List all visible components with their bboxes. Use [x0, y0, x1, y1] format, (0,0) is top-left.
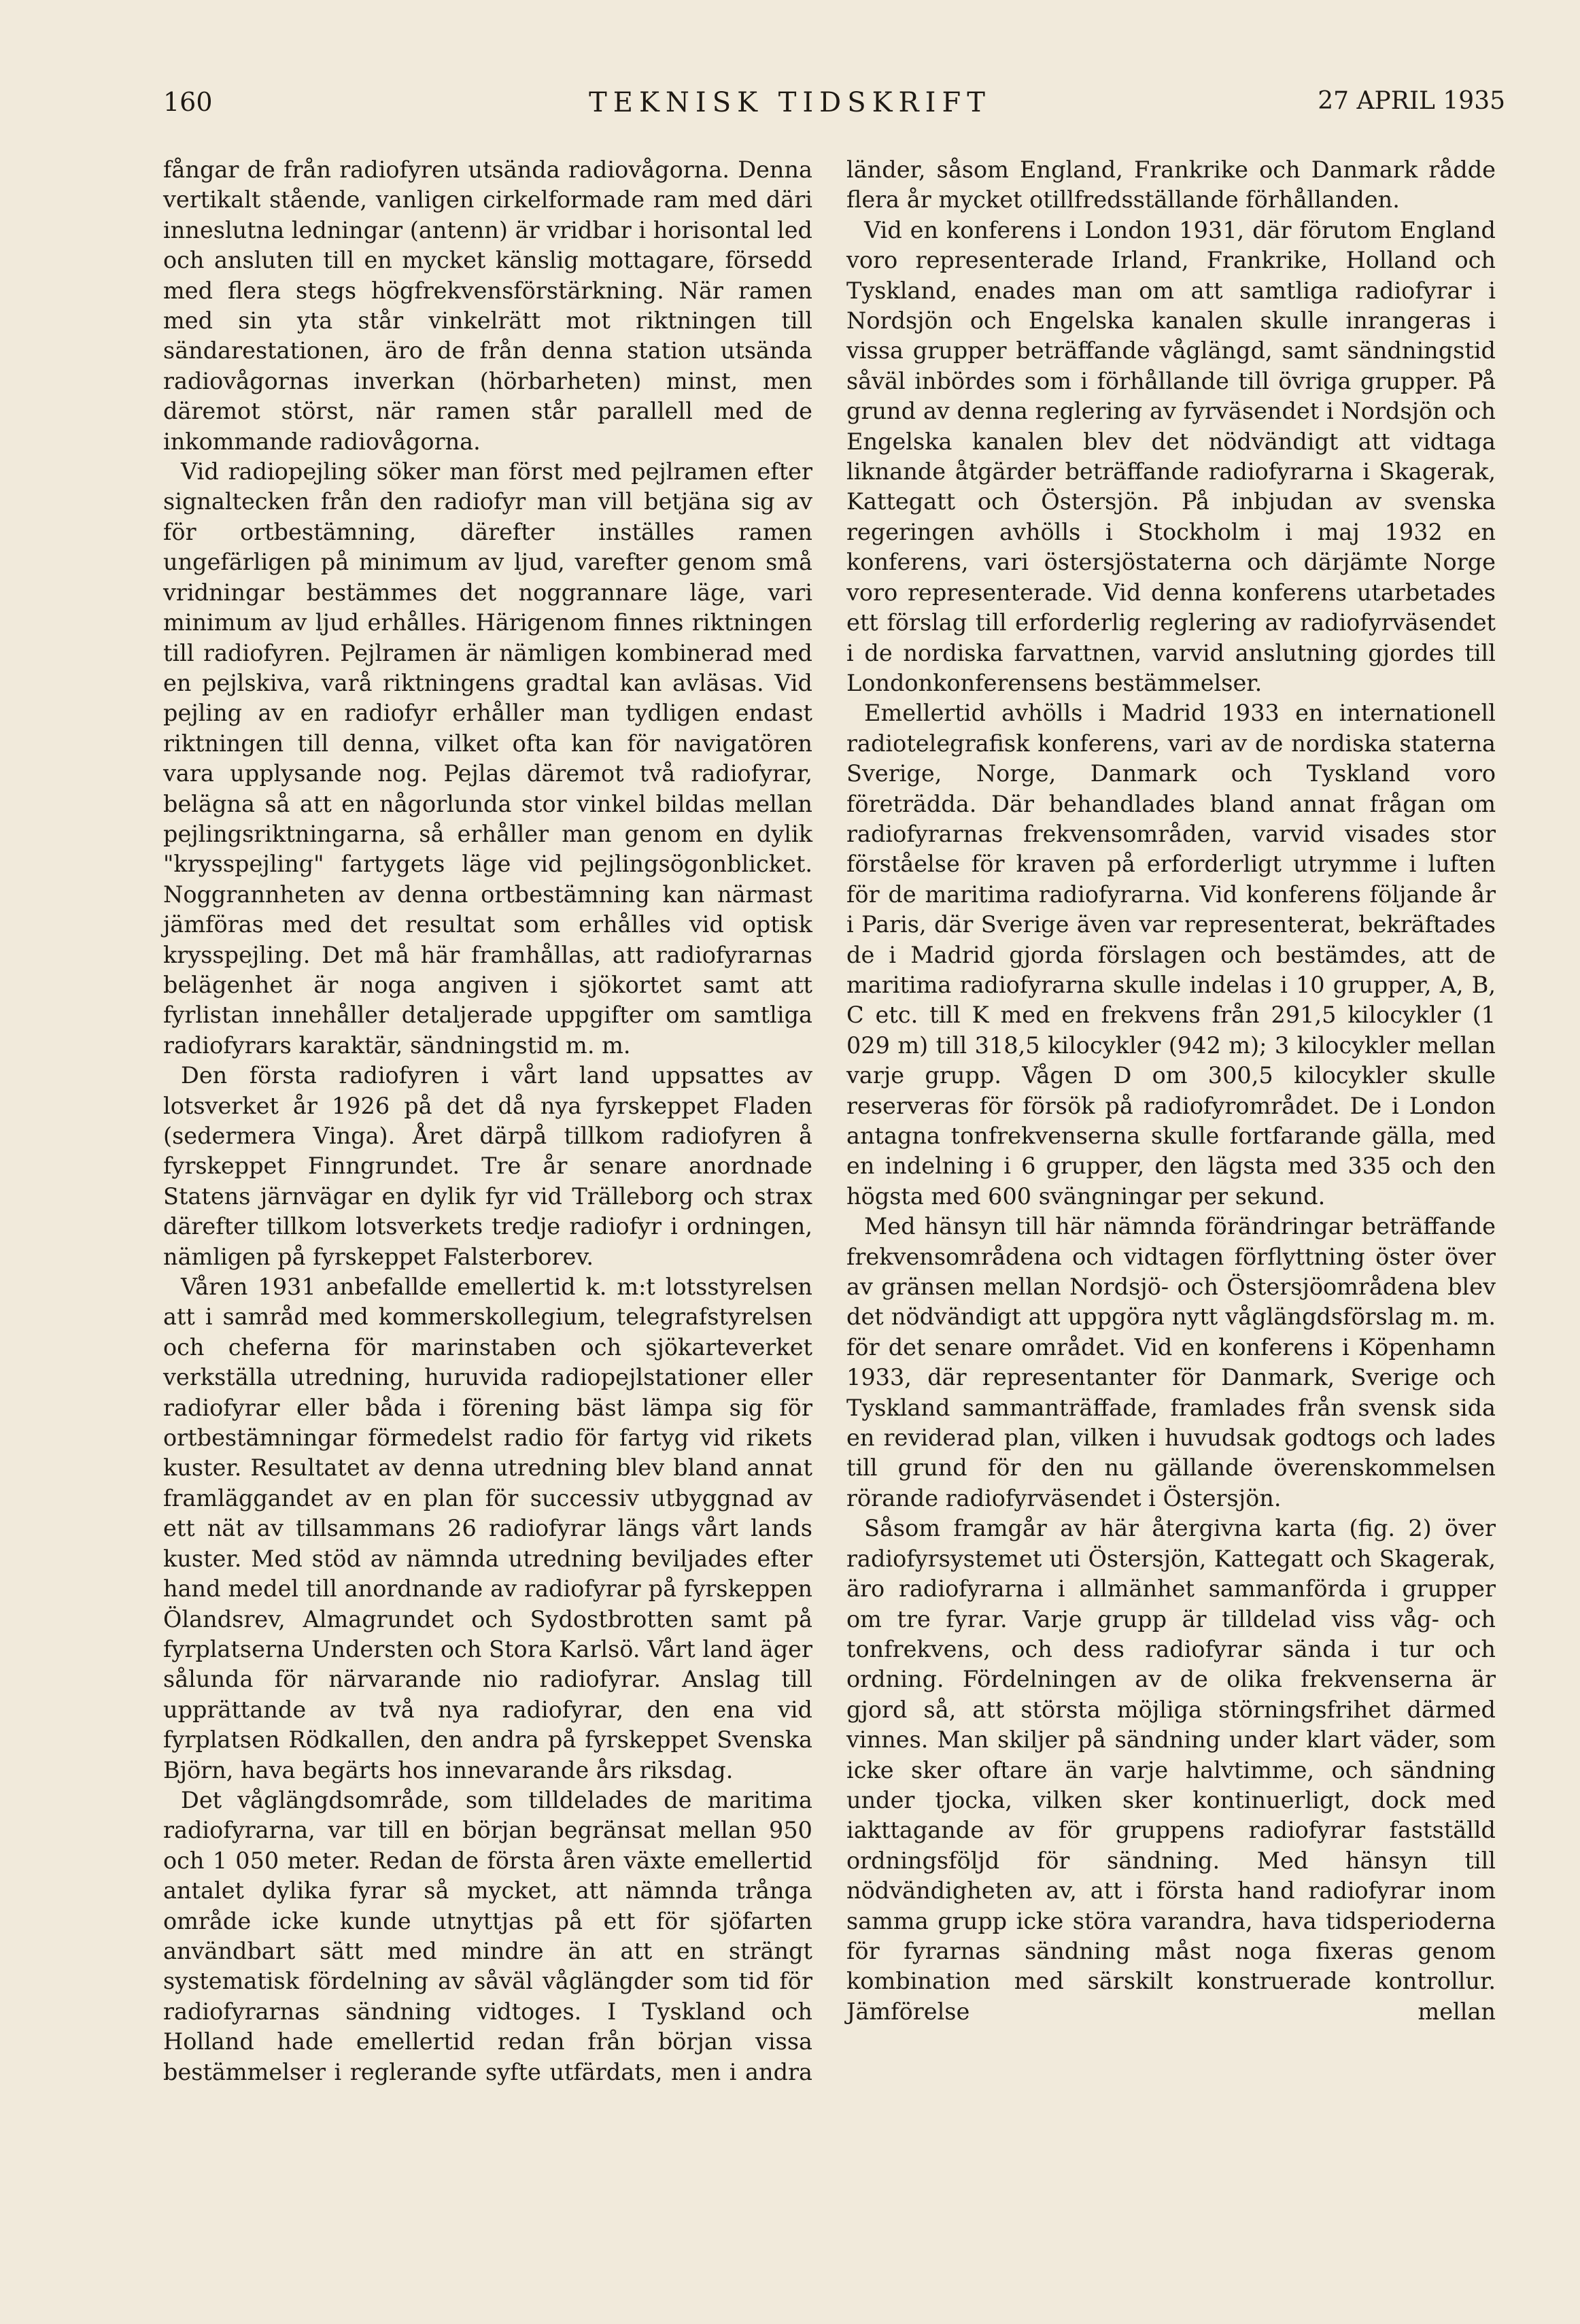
paragraph: Den första radiofyren i vårt land uppsattes av lotsverket år 1926 på det då nya fyrskeppet Fladen (sedermera Vinga). Året därpå tillkom radiofyren å fyrskeppet Finngrundet. Tre år senare anordnade Statens järnvägar en dylik fyr vid Trälleborg och strax därefter tillkom lotsverkets tredje radiofyr i ordningen, nämligen på fyrskeppet Falsterborev. — [163, 1062, 812, 1270]
paragraph: Det våglängdsområde, som tilldelades de maritima radiofyrarna, var till en början begränsat mellan 950 och 1 050 meter. Redan de första åren växte emellertid antalet dylika fyrar så mycket, att nämnda trånga område icke kunde utnyttjas på ett för sjöfarten användbart sätt med mindre än att en strängt systematisk fördelning av såväl våglängder som tid för radiofyrarnas sändning vidtoges. I Tyskland och Holland hade emellertid redan från början vissa bestämmelser i reglerande syfte utfärdats, men i andra — [163, 1786, 812, 2085]
right-column — [846, 155, 1496, 2057]
paragraph: Vid radiopejling söker man först med pejlramen efter signaltecken från den radiofyr man vill betjäna sig av för ortbestämning, därefter inställes ramen ungefärligen på minimum av ljud, varefter genom små vridningar bestämmes det noggrannare läge, vari minimum av ljud erhålles. Härigenom finnes riktningen till radiofyren. Pejlramen är nämligen kombinerad med en pejlskiva, varå riktningens gradtal kan avläsas. Vid pejling av en radiofyr erhåller man tydligen endast riktningen till denna, vilket ofta kan för navigatören vara upplysande nog. Pejlas däremot två radiofyrar, belägna så att en någorlunda stor vinkel bildas mellan pejlingsriktningarna, så erhåller man genom en dylik "krysspejling" fartygets läge vid pejlingsögonblicket. Noggrannheten av denna ortbestämning kan närmast jämföras med det resultat som erhålles vid optisk krysspejling. Det må här framhållas, att radiofyrarnas belägenhet är noga angiven i sjökortet samt att fyrlistan innehåller detaljerade uppgifter om samtliga radiofyrars karaktär, sändningstid m. m. — [163, 458, 812, 1059]
paragraph: länder, såsom England, Frankrike och Danmark rådde flera år mycket otillfredsställande förhållanden. — [846, 156, 1496, 213]
paragraph: Våren 1931 anbefallde emellertid k. m:t lotsstyrelsen att i samråd med kommerskollegium, telegrafstyrelsen och cheferna för marinstaben och sjökarteverket verkställa utredning, huruvida radiopejlstationer eller radiofyrar eller båda i förening bäst lämpa sig för ortbestämningar förmedelst radio för fartyg vid rikets kuster. Resultatet av denna utredning blev bland annat framläggandet av en plan för successiv utbyggnad av ett nät av tillsammans 26 radiofyrar längs vårt lands kuster. Med stöd av nämnda utredning beviljades efter hand medel till anordnande av radiofyrar på fyrskeppen Ölandsrev, Almagrundet och Sydostbrotten samt på fyrplatserna Understen och Stora Karlsö. Vårt land äger sålunda för närvarande nio radiofyrar. Anslag till upprättande av två nya radiofyrar, den ena vid fyrplatsen Rödkallen, den andra på fyrskeppet Svenska Björn, hava begärts hos innevarande års riksdag. — [163, 1274, 812, 1783]
journal-title: TEKNISK TIDSKRIFT — [589, 87, 991, 118]
paragraph: fångar de från radiofyren utsända radiovågorna. Denna vertikalt stående, vanligen cirkelformade ram med däri inneslutna ledningar (antenn) är vridbar i horisontal led och ansluten till en mycket känslig mottagare, försedd med flera stegs högfrekvensförstärkning. När ramen med sin yta står vinkelrätt mot riktningen till sändarestationen, äro de från denna station utsända radiovågornas inverkan (hörbarheten) minst, men däremot störst, när ramen står parallell med de inkommande radiovågorna. — [163, 156, 812, 455]
page-number: 160 — [163, 87, 213, 117]
paragraph: Såsom framgår av här återgivna karta (fig. 2) över radiofyrsystemet uti Östersjön, Kattegatt och Skagerak, äro radiofyrarna i allmänhet sammanförda i grupper om tre fyrar. Varje grupp är tilldelad viss våg- och tonfrekvens, och dess radiofyrar sända i tur och ordning. Fördelningen av de olika frekvenserna är gjord så, att största möjliga störningsfrihet därmed vinnes. Man skiljer på sändning under klart väder, som icke sker oftare än varje halvtimme, och sändning under tjocka, vilken sker kontinuerligt, dock med iakttagande av för gruppens radiofyrar fastställd ordningsföljd för sändning. Med hänsyn till nödvändigheten av, att i första hand radiofyrar inom samma grupp icke störa varandra, hava tidsperioderna för fyrarnas sändning måst noga fixeras genom kombination med särskilt konstruerade kontrollur. Jämförelse mellan — [846, 1515, 1496, 2025]
paragraph: Emellertid avhölls i Madrid 1933 en internationell radiotelegrafisk konferens, vari av de nordiska staterna Sverige, Norge, Danmark och Tyskland voro företrädda. Där behandlades bland annat frågan om radiofyrarnas frekvensområden, varvid visades stor förståelse för kraven på erforderligt utrymme i luften för de maritima radiofyrarna. Vid konferens följande år i Paris, där Sverige även var representerat, bekräftades de i Madrid gjorda förslagen och bestämdes, att de maritima radiofyrarna skulle indelas i 10 grupper, A, B, C etc. till K med en frekvens från 291,5 kilocykler (1 029 m) till 318,5 kilocykler (942 m); 3 kilocykler mellan varje grupp. Vågen D om 300,5 kilocykler skulle reserveras för försök på radiofyrområdet. De i London antagna tonfrekvenserna skulle fortfarande gälla, med en indelning i 6 grupper, den lägsta med 335 och den högsta med 600 svängningar per sekund. — [846, 700, 1496, 1210]
left-column — [163, 155, 812, 2117]
paragraph: Vid en konferens i London 1931, där förutom England voro representerade Irland, Frankrike, Holland och Tyskland, enades man om att samtliga radiofyrar i Nordsjön och Engelska kanalen skulle inrangeras i vissa grupper beträffande våglängd, samt sändningstid såväl inbördes som i förhållande till övriga grupper. På grund av denna reglering av fyrväsendet i Nordsjön och Engelska kanalen blev det nödvändigt att vidtaga liknande åtgärder beträffande radiofyrarna i Skagerak, Kattegatt och Östersjön. På inbjudan av svenska regeringen avhölls i Stockholm i maj 1932 en konferens, vari östersjöstaterna och därjämte Norge voro representerade. Vid denna konferens utarbetades ett förslag till erforderlig reglering av radiofyrväsendet i de nordiska farvattnen, varvid anslutning gjordes till Londonkonferensens bestämmelser. — [846, 216, 1496, 696]
issue-date: 27 APRIL 1935 — [1318, 87, 1505, 115]
paragraph: Med hänsyn till här nämnda förändringar beträffande frekvensområdena och vidtagen förflyttning öster över av gränsen mellan Nordsjö- och Östersjöområdena blev det nödvändigt att uppgöra nytt våglängdsförslag m. m. för det senare området. Vid en konferens i Köpenhamn 1933, där representanter för Danmark, Sverige och Tyskland sammanträffade, framlades från svensk sida en reviderad plan, vilken i huvudsak godtogs och lades till grund för den nu gällande överenskommelsen rörande radiofyrväsendet i Östersjön. — [846, 1213, 1496, 1511]
page-header — [0, 87, 1580, 128]
